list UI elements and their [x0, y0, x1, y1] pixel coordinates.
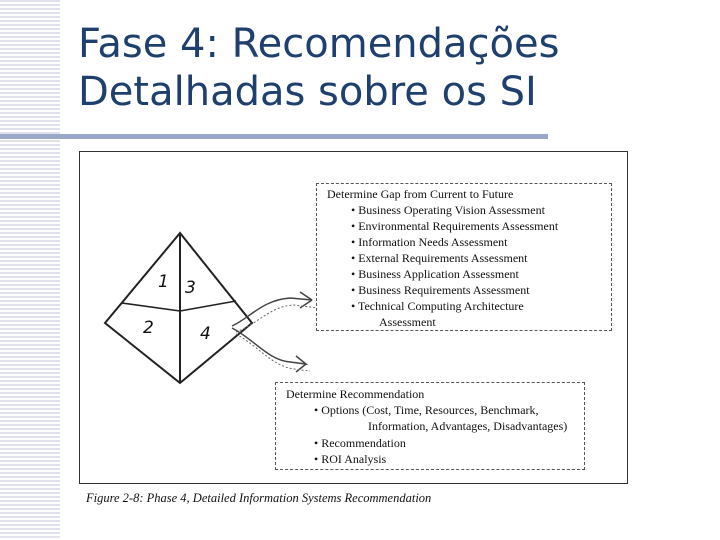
gap-item-7: • Technical Computing Architecture: [351, 299, 524, 313]
figure-caption: Figure 2-8: Phase 4, Detailed Information Systems Recommendation: [86, 491, 432, 505]
pyramid-outline: [105, 233, 252, 383]
recommendation-box-heading: Determine Recommendation: [286, 387, 425, 401]
recommendation-item-3: • ROI Analysis: [314, 452, 387, 466]
pyramid-number-3: 3: [185, 278, 196, 298]
recommendation-item-1-continuation: Information, Advantages, Disadvantages): [368, 419, 568, 433]
recommendation-item-1: • Options (Cost, Time, Resources, Benchmark,: [314, 403, 539, 417]
title-line-2: Detalhadas sobre os SI: [78, 69, 537, 115]
gap-item-5: • Business Application Assessment: [351, 267, 519, 281]
title-line-1: Fase 4: Recomendações: [78, 21, 560, 67]
recommendation-item-2: • Recommendation: [314, 436, 406, 450]
gap-assessment-box: [316, 183, 612, 331]
pyramid-number-2: 2: [143, 318, 154, 338]
arrow-to-recommendation-box: [232, 328, 306, 372]
gap-box-heading: Determine Gap from Current to Future: [327, 187, 514, 201]
pyramid-number-4: 4: [200, 324, 211, 344]
pyramid-number-1: 1: [158, 272, 169, 292]
gap-item-6: • Business Requirements Assessment: [351, 283, 530, 297]
gap-item-1: • Business Operating Vision Assessment: [351, 203, 545, 217]
gap-item-2: • Environmental Requirements Assessment: [351, 219, 559, 233]
recommendation-box: [275, 382, 585, 470]
gap-item-3: • Information Needs Assessment: [351, 235, 508, 249]
arrow-shadow-rec: [236, 334, 310, 371]
gap-item-4: • External Requirements Assessment: [351, 251, 528, 265]
gap-item-7-continuation: Assessment: [379, 315, 436, 329]
